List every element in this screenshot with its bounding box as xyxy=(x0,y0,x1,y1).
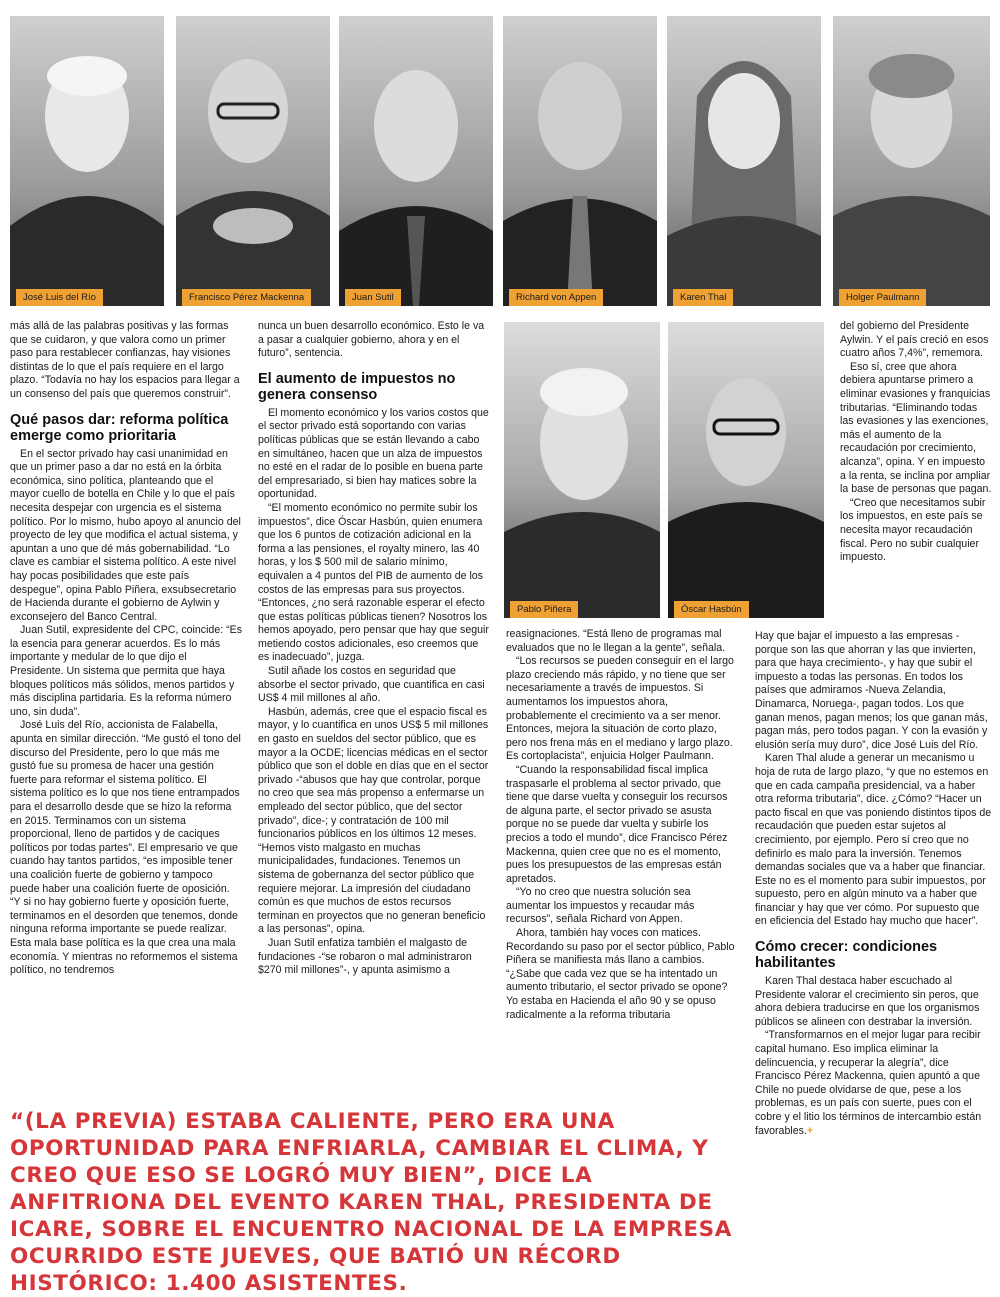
paragraph: Karen Thal alude a generar un mecanismo u hoja de ruta de largo plazo, “y que no estemos en que en cada campaña presidencial, va a haber otra reforma tributaria”, dice. ¿Cómo? “Hacer un pacto fiscal en que vas poniendo distintos tipos de recaudación que pueden estar sujetos al crecimiento, por ejemplo. Pero sí creo que no definirlo es malo para la inversión. Tenemos demandas sociales que va a haber que financiar. Este no es el momento para subir impuestos, por supuesto, pero en algún minuto va a haber que financiar y hay que ver cómo. Por supuesto que en eficiencia del Estado hay mucho que hacer”. xyxy=(755,752,992,928)
section-heading: El aumento de impuestos no genera consenso xyxy=(258,370,456,403)
paragraph: Hay que bajar el impuesto a las empresas -porque son las que ahorran y las que invierten, para que haya crecimiento-, y hay que subir el impuesto a todas las personas. En todos los países que admiramos -Nueva Zelandia, Dinamarca, Noruega-, pagan todos. Los que ganan menos, pagan menos; los que ganan más, pagan más, pero todos pagan. Y con la evasión y elusión sería muy duro”, dice José Luis del Río. xyxy=(755,630,988,751)
article-column-1 xyxy=(10,320,242,978)
photo-caption: Pablo Piñera xyxy=(510,601,578,618)
photo-caption: Juan Sutil xyxy=(345,289,401,306)
portrait-illustration xyxy=(10,16,164,306)
paragraph: Juan Sutil, expresidente del CPC, coincide: “Es la esencia para generar acuerdos. Es lo más importante y medular de lo que dijo el Presidente. Un sistema que permita que haya bloques políticos más sólidos, menos partidos y más disciplina partidaria. Es la reforma número uno, sin duda”. xyxy=(10,624,242,718)
paragraph: reasignaciones. “Está lleno de programas mal evaluados que no le llegan a la gente”, señala. xyxy=(506,628,726,654)
photo-caption: Óscar Hasbún xyxy=(674,601,749,618)
paragraph: “Yo no creo que nuestra solución sea aumentar los impuestos y recaudar más recursos”, señala Richard von Appen. xyxy=(506,886,695,926)
paragraph-text: “Transformarnos en el mejor lugar para recibir capital humano. Eso implica eliminar la delincuencia, y recuperar la alegría”, dice Francisco Pérez Mackenna, quien apuntó a que Chile no puede olvidarse de que, pese a los problemas, es un país con suerte, pues con el cobre y el litio los términos de intercambio están favorables. xyxy=(755,1029,982,1137)
paragraph: “Los recursos se pueden conseguir en el largo plazo creciendo más rápido, y no tiene que ser necesariamente a través de impuestos. Si aumentamos los impuestos ahora, probablemente el crecimiento va a ser menor. Entonces, mejora la situación de corto plazo, pero nos frena más en el mediano y largo plazo. Es cortoplacista”, enjuicia Holger Paulmann. xyxy=(506,655,734,763)
paragraph: Eso sí, cree que ahora debiera apuntarse primero a eliminar evasiones y franquicias tributarias. “Eliminando todas las evasiones y las exenciones, más el aumento de la recaudación por crecimiento, alcanza”, opina. Y en impuesto a la renta, se inclina por ampliar la base de personas que pagan. xyxy=(840,360,992,496)
paragraph xyxy=(755,1029,992,1138)
paragraph: Ahora, también hay voces con matices. Recordando su paso por el sector público, Pablo Piñera se manifiesta más llano a cambios. “¿Sabe que cada vez que se ha intentado un aumento tributario, el sector privado se opone? Yo estaba en Hacienda el año 90 y se opuso radicalmente a la reforma tributaria xyxy=(506,927,735,1021)
paragraph: “Creo que necesitamos subir los impuestos, en este país se necesita mayor recaudación fiscal. Pero no subir cualquier impuesto. xyxy=(840,496,986,564)
paragraph: “El momento económico no permite subir los impuestos”, dice Óscar Hasbún, quien enumera que los 6 puntos de cotización adicional en la forma a las pensiones, el royalty minero, las 40 horas, y los $ 500 mil de salario mínimo, equivalen a 4 puntos del PIB de aumento de los costos de las empresas para sus proyectos. “Entonces, ¿no será razonable esperar el efecto que estas políticas públicas tienen? Nosotros los hemos apoyado, pero pensar que hay que seguir metiendo costos adicionales, eso creemos que es inadecuado”, juzga. xyxy=(258,501,489,664)
article-column-4 xyxy=(840,320,992,565)
portrait-illustration xyxy=(833,16,990,306)
photo-caption: Holger Paulmann xyxy=(839,289,926,306)
paragraph: El momento económico y los varios costos que el sector privado está soportando con varias políticas públicas que se están llevando a cabo en simultáneo, hacen que un alza de impuestos no esté en el radar de lo posible en buena parte del empresariado, si bien hay matices sobre la oportunidad. xyxy=(258,406,489,501)
portrait-photo xyxy=(668,322,824,618)
pull-quote: “(LA PREVIA) ESTABA CALIENTE, PERO ERA UNA OPORTUNIDAD PARA ENFRIARLA, CAMBIAR EL CLIMA, Y CREO QUE ESO SE LOGRÓ MUY BIEN”, DICE LA ANFITRIONA DEL EVENTO KAREN THAL, PRESIDENTA DE ICARE, SOBRE EL ENCUENTRO NACIONAL DE LA EMPRESA OCURRIDO ESTE JUEVES, QUE BATIÓ UN RÉCORD HISTÓRICO: 1.400 ASISTENTES. xyxy=(10,1109,732,1296)
portrait-photo xyxy=(176,16,330,306)
portrait-photo xyxy=(504,322,660,618)
paragraph: Hasbún, además, cree que el espacio fiscal es mayor, y lo cuantifica en unos US$ 5 mil millones en gasto en sueldos del sector público, que es mayor a la OCDE; licencias médicas en el sector público que son el doble en días que en el sector privado -“abusos que hay que controlar, porque no creo que sea más propenso a enfermarse un empleado del sector público, que del sector privado”, dice-; y contratación de 100 mil funcionarios públicos en los últimos 12 meses. “Hemos visto malgasto en muchas municipalidades, fundaciones. Tenemos un sistema de gobernanza del sector público que requiere mejorar. La impresión del ciudadano común es que muchos de estos recursos terminan en proyectos que no generan beneficio a las personas”, opina. xyxy=(258,705,489,936)
portrait-photo xyxy=(339,16,493,306)
paragraph: más allá de las palabras positivas y las formas que se cuidaron, y que valora como un primer paso para restablecer confianzas, hay visiones distintas de lo que el país requiere en el largo plazo. “Todavía no hay los espacios para llegar a un consenso del país que queremos construir”. xyxy=(10,320,240,400)
section-heading: Cómo crecer: condiciones habilitantes xyxy=(755,939,938,972)
portrait-illustration xyxy=(176,16,330,306)
paragraph: Juan Sutil enfatiza también el malgasto de fundaciones -“se robaron o mal administraron $270 mil millones”-, y apunta asimismo a xyxy=(258,936,472,977)
article-column-2 xyxy=(258,320,490,978)
paragraph: nunca un buen desarrollo económico. Esto le va a pasar a cualquier gobierno, ahora y en el futuro”, sentencia. xyxy=(258,320,485,360)
paragraph: José Luis del Río, accionista de Falabella, apunta en similar dirección. “Me gustó el tono del discurso del Presidente, pero lo que más me gustó fue su promesa de hacer una gestión fuerte para reformar el sistema político. El sistema político es lo que nos tiene entrampados para el desarrollo desde que se hizo la reforma en 2015. Terminamos con un sistema proporcional, lleno de partidos y de caciques políticos por todas partes”. El empresario ve que cuando hay tantos partidos, “es imposible tener una coalición fuerte de gobierno y tampoco puede haber una coalición fuerte de oposición. “Y si no hay gobierno fuerte y oposición fuerte, terminamos en el desorden que tenemos, donde ninguna reforma importante se puede realizar. Esta mala base política es la que crea una mala economía. Y mientras no reformemos el sistema político, no tendremos xyxy=(10,719,241,977)
portrait-photo xyxy=(833,16,990,306)
section-heading: Qué pasos dar: reforma política emerge como prioritaria xyxy=(10,411,229,444)
portrait-photo xyxy=(667,16,821,306)
photo-caption: José Luis del Río xyxy=(16,289,103,306)
portrait-illustration xyxy=(503,16,657,306)
article-column-4-continued xyxy=(755,630,992,1138)
end-mark: + xyxy=(806,1124,814,1137)
portrait-illustration xyxy=(504,322,660,618)
portrait-illustration xyxy=(668,322,824,618)
article-column-3 xyxy=(506,628,738,1022)
paragraph: Karen Thal destaca haber escuchado al Presidente valorar el crecimiento sin peros, que ahora debiera traducirse en que los organismos públicos se alineen con destrabar la inversión. xyxy=(755,975,980,1028)
photo-caption: Francisco Pérez Mackenna xyxy=(182,289,311,306)
paragraph: del gobierno del Presidente Aylwin. Y el país creció en esos cuatro años 7,4%”, rememora. xyxy=(840,320,989,360)
portrait-illustration xyxy=(339,16,493,306)
portrait-illustration xyxy=(667,16,821,306)
paragraph: “Cuando la responsabilidad fiscal implica traspasarle el problema al sector privado, que tiene que darse vuelta y conseguir los recursos de alguna parte, el sector privado se asusta porque no se puede dar vuelta y subirle los precios a todo el mundo”, dice Francisco Pérez Mackenna, quien cree que no es el momento, pues los presupuestos de las empresas están apretados. xyxy=(506,763,728,885)
portrait-photo xyxy=(503,16,657,306)
photo-caption: Karen Thal xyxy=(673,289,733,306)
photo-caption: Richard von Appen xyxy=(509,289,603,306)
portrait-photo xyxy=(10,16,164,306)
paragraph: Sutil añade los costos en seguridad que absorbe el sector privado, que cuantifica en casi US$ 4 mil millones al año. xyxy=(258,665,485,705)
paragraph: En el sector privado hay casi unanimidad en que un primer paso a dar no está en la órbita económica, sino política, planteando que el mayor cuello de botella en Chile y lo que el país necesita despejar con urgencia es el sistema político. Por lo mismo, hubo apoyo al anuncio del proyecto de ley que modifica el actual sistema, y apuntan a uno que dé más gobernabilidad. “Lo clave es cambiar el sistema político. A este nivel hay pocas posibilidades que este país despegue”, opina Pablo Piñera, exsubsecretario de Hacienda durante el gobierno de Aylwin y exconsejero del Banco Central. xyxy=(10,447,241,623)
